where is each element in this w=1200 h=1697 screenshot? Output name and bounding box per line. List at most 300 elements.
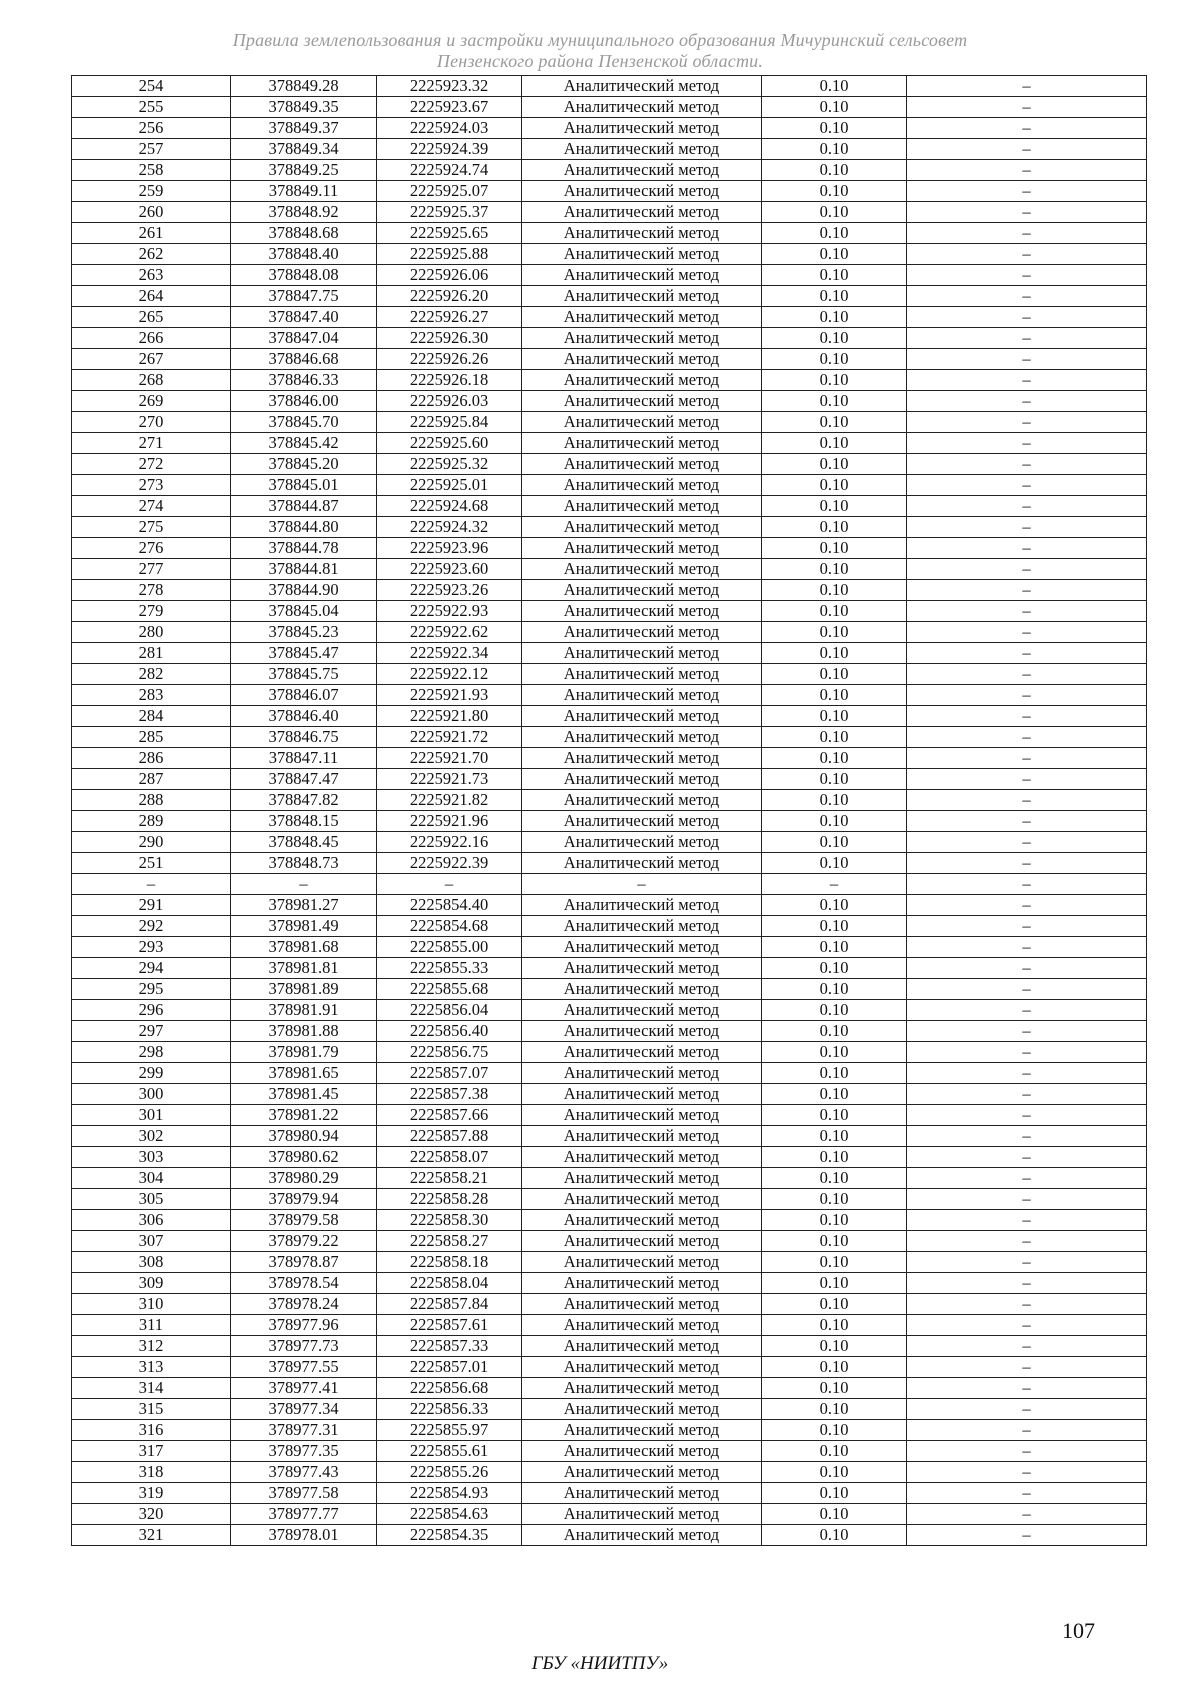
x-coordinate-cell: 378849.35 xyxy=(231,97,377,118)
y-coordinate-cell: 2225857.66 xyxy=(377,1105,522,1126)
x-coordinate-cell: 378848.40 xyxy=(231,244,377,265)
y-coordinate-cell: 2225855.00 xyxy=(377,937,522,958)
table-row xyxy=(72,937,1147,958)
x-coordinate-cell: 378848.68 xyxy=(231,223,377,244)
point-number-cell: 307 xyxy=(72,1231,231,1252)
description-cell: – xyxy=(907,1063,1147,1084)
method-cell: Аналитический метод xyxy=(522,1462,762,1483)
point-number-cell: 318 xyxy=(72,1462,231,1483)
y-coordinate-cell: 2225922.93 xyxy=(377,601,522,622)
table-row xyxy=(72,475,1147,496)
point-number-cell: 290 xyxy=(72,832,231,853)
accuracy-cell: 0.10 xyxy=(762,1420,907,1441)
accuracy-cell: 0.10 xyxy=(762,76,907,97)
x-coordinate-cell: 378977.96 xyxy=(231,1315,377,1336)
y-coordinate-cell: 2225858.28 xyxy=(377,1189,522,1210)
y-coordinate-cell: 2225926.18 xyxy=(377,370,522,391)
method-cell: Аналитический метод xyxy=(522,538,762,559)
point-number-cell: 286 xyxy=(72,748,231,769)
y-coordinate-cell: 2225857.38 xyxy=(377,1084,522,1105)
y-coordinate-cell: 2225858.07 xyxy=(377,1147,522,1168)
method-cell: Аналитический метод xyxy=(522,1441,762,1462)
x-coordinate-cell: 378848.92 xyxy=(231,202,377,223)
table-row xyxy=(72,412,1147,433)
table-row xyxy=(72,202,1147,223)
method-cell: Аналитический метод xyxy=(522,1420,762,1441)
method-cell: Аналитический метод xyxy=(522,328,762,349)
description-cell: – xyxy=(907,496,1147,517)
table-row xyxy=(72,286,1147,307)
method-cell: Аналитический метод xyxy=(522,1273,762,1294)
table-row xyxy=(72,1084,1147,1105)
table-row xyxy=(72,1294,1147,1315)
description-cell: – xyxy=(907,664,1147,685)
y-coordinate-cell: 2225925.32 xyxy=(377,454,522,475)
y-coordinate-cell: 2225924.32 xyxy=(377,517,522,538)
accuracy-cell: 0.10 xyxy=(762,580,907,601)
y-coordinate-cell: 2225924.39 xyxy=(377,139,522,160)
point-number-cell: 266 xyxy=(72,328,231,349)
y-coordinate-cell: 2225921.93 xyxy=(377,685,522,706)
x-coordinate-cell: 378846.40 xyxy=(231,706,377,727)
y-coordinate-cell: 2225926.06 xyxy=(377,265,522,286)
accuracy-cell: 0.10 xyxy=(762,454,907,475)
point-number-cell: 299 xyxy=(72,1063,231,1084)
accuracy-cell: 0.10 xyxy=(762,412,907,433)
description-cell: – xyxy=(907,1315,1147,1336)
description-cell: – xyxy=(907,1378,1147,1399)
table-row xyxy=(72,538,1147,559)
description-cell: – xyxy=(907,622,1147,643)
point-number-cell: 312 xyxy=(72,1336,231,1357)
accuracy-cell: 0.10 xyxy=(762,1189,907,1210)
point-number-cell: 306 xyxy=(72,1210,231,1231)
point-number-cell: 271 xyxy=(72,433,231,454)
table-row xyxy=(72,265,1147,286)
x-coordinate-cell: 378846.75 xyxy=(231,727,377,748)
table-row xyxy=(72,454,1147,475)
point-number-cell: 272 xyxy=(72,454,231,475)
description-cell: – xyxy=(907,601,1147,622)
accuracy-cell: 0.10 xyxy=(762,1483,907,1504)
table-row xyxy=(72,160,1147,181)
point-number-cell: – xyxy=(72,874,231,895)
method-cell: Аналитический метод xyxy=(522,1336,762,1357)
accuracy-cell: 0.10 xyxy=(762,391,907,412)
description-cell: – xyxy=(907,307,1147,328)
accuracy-cell: 0.10 xyxy=(762,1168,907,1189)
method-cell: Аналитический метод xyxy=(522,1483,762,1504)
description-cell: – xyxy=(907,727,1147,748)
accuracy-cell: 0.10 xyxy=(762,139,907,160)
point-number-cell: 291 xyxy=(72,895,231,916)
point-number-cell: 292 xyxy=(72,916,231,937)
y-coordinate-cell: 2225857.33 xyxy=(377,1336,522,1357)
accuracy-cell: 0.10 xyxy=(762,1294,907,1315)
x-coordinate-cell: 378981.65 xyxy=(231,1063,377,1084)
description-cell: – xyxy=(907,1231,1147,1252)
description-cell: – xyxy=(907,97,1147,118)
method-cell: Аналитический метод xyxy=(522,706,762,727)
x-coordinate-cell: 378977.43 xyxy=(231,1462,377,1483)
y-coordinate-cell: 2225855.68 xyxy=(377,979,522,1000)
point-number-cell: 305 xyxy=(72,1189,231,1210)
table-row xyxy=(72,1063,1147,1084)
x-coordinate-cell: 378977.34 xyxy=(231,1399,377,1420)
y-coordinate-cell: 2225858.04 xyxy=(377,1273,522,1294)
x-coordinate-cell: 378978.87 xyxy=(231,1252,377,1273)
method-cell: Аналитический метод xyxy=(522,580,762,601)
point-number-cell: 302 xyxy=(72,1126,231,1147)
x-coordinate-cell: 378847.75 xyxy=(231,286,377,307)
method-cell: Аналитический метод xyxy=(522,1147,762,1168)
description-cell: – xyxy=(907,391,1147,412)
table-row xyxy=(72,979,1147,1000)
x-coordinate-cell: 378981.45 xyxy=(231,1084,377,1105)
table-row xyxy=(72,622,1147,643)
table-row xyxy=(72,601,1147,622)
accuracy-cell: 0.10 xyxy=(762,643,907,664)
x-coordinate-cell: 378847.04 xyxy=(231,328,377,349)
x-coordinate-cell: 378844.78 xyxy=(231,538,377,559)
point-number-cell: 287 xyxy=(72,769,231,790)
accuracy-cell: 0.10 xyxy=(762,1021,907,1042)
point-number-cell: 282 xyxy=(72,664,231,685)
accuracy-cell: 0.10 xyxy=(762,1399,907,1420)
description-cell: – xyxy=(907,265,1147,286)
y-coordinate-cell: 2225857.61 xyxy=(377,1315,522,1336)
y-coordinate-cell: 2225925.37 xyxy=(377,202,522,223)
y-coordinate-cell: 2225921.96 xyxy=(377,811,522,832)
y-coordinate-cell: 2225856.75 xyxy=(377,1042,522,1063)
description-cell: – xyxy=(907,1504,1147,1525)
point-number-cell: 276 xyxy=(72,538,231,559)
accuracy-cell: 0.10 xyxy=(762,1336,907,1357)
x-coordinate-cell: 378977.35 xyxy=(231,1441,377,1462)
point-number-cell: 303 xyxy=(72,1147,231,1168)
table-row xyxy=(72,496,1147,517)
method-cell: Аналитический метод xyxy=(522,937,762,958)
y-coordinate-cell: 2225921.80 xyxy=(377,706,522,727)
point-number-cell: 278 xyxy=(72,580,231,601)
accuracy-cell: 0.10 xyxy=(762,1042,907,1063)
method-cell: Аналитический метод xyxy=(522,811,762,832)
y-coordinate-cell: 2225921.70 xyxy=(377,748,522,769)
description-cell: – xyxy=(907,1105,1147,1126)
x-coordinate-cell: 378981.79 xyxy=(231,1042,377,1063)
accuracy-cell: 0.10 xyxy=(762,664,907,685)
table-row xyxy=(72,1357,1147,1378)
accuracy-cell: 0.10 xyxy=(762,496,907,517)
accuracy-cell: 0.10 xyxy=(762,748,907,769)
method-cell: Аналитический метод xyxy=(522,727,762,748)
point-number-cell: 275 xyxy=(72,517,231,538)
point-number-cell: 273 xyxy=(72,475,231,496)
method-cell: Аналитический метод xyxy=(522,622,762,643)
description-cell: – xyxy=(907,1168,1147,1189)
accuracy-cell: 0.10 xyxy=(762,769,907,790)
y-coordinate-cell: 2225926.26 xyxy=(377,349,522,370)
coordinates-table-container xyxy=(71,75,1146,1546)
y-coordinate-cell: 2225857.84 xyxy=(377,1294,522,1315)
y-coordinate-cell: 2225854.35 xyxy=(377,1525,522,1546)
table-row xyxy=(72,1210,1147,1231)
table-row xyxy=(72,811,1147,832)
table-row xyxy=(72,1105,1147,1126)
y-coordinate-cell: 2225922.12 xyxy=(377,664,522,685)
point-number-cell: 309 xyxy=(72,1273,231,1294)
method-cell: Аналитический метод xyxy=(522,559,762,580)
table-row xyxy=(72,349,1147,370)
y-coordinate-cell: 2225924.03 xyxy=(377,118,522,139)
description-cell: – xyxy=(907,1084,1147,1105)
y-coordinate-cell: 2225925.60 xyxy=(377,433,522,454)
x-coordinate-cell: – xyxy=(231,874,377,895)
table-row xyxy=(72,244,1147,265)
description-cell: – xyxy=(907,937,1147,958)
y-coordinate-cell: 2225925.07 xyxy=(377,181,522,202)
description-cell: – xyxy=(907,790,1147,811)
x-coordinate-cell: 378979.58 xyxy=(231,1210,377,1231)
description-cell: – xyxy=(907,244,1147,265)
y-coordinate-cell: 2225856.68 xyxy=(377,1378,522,1399)
accuracy-cell: 0.10 xyxy=(762,118,907,139)
method-cell: Аналитический метод xyxy=(522,307,762,328)
table-row xyxy=(72,1252,1147,1273)
description-cell: – xyxy=(907,1021,1147,1042)
method-cell: Аналитический метод xyxy=(522,97,762,118)
x-coordinate-cell: 378845.42 xyxy=(231,433,377,454)
method-cell: Аналитический метод xyxy=(522,118,762,139)
table-row xyxy=(72,1000,1147,1021)
document-header xyxy=(0,30,1200,72)
point-number-cell: 254 xyxy=(72,76,231,97)
method-cell: Аналитический метод xyxy=(522,958,762,979)
method-cell: Аналитический метод xyxy=(522,244,762,265)
accuracy-cell: 0.10 xyxy=(762,1210,907,1231)
x-coordinate-cell: 378847.11 xyxy=(231,748,377,769)
method-cell: Аналитический метод xyxy=(522,916,762,937)
x-coordinate-cell: 378981.81 xyxy=(231,958,377,979)
table-row xyxy=(72,1504,1147,1525)
description-cell: – xyxy=(907,160,1147,181)
accuracy-cell: 0.10 xyxy=(762,538,907,559)
accuracy-cell: 0.10 xyxy=(762,286,907,307)
table-row xyxy=(72,1042,1147,1063)
table-row xyxy=(72,1441,1147,1462)
description-cell: – xyxy=(907,1210,1147,1231)
table-row xyxy=(72,97,1147,118)
x-coordinate-cell: 378849.37 xyxy=(231,118,377,139)
point-number-cell: 283 xyxy=(72,685,231,706)
method-cell: Аналитический метод xyxy=(522,1399,762,1420)
point-number-cell: 311 xyxy=(72,1315,231,1336)
x-coordinate-cell: 378981.88 xyxy=(231,1021,377,1042)
point-number-cell: 319 xyxy=(72,1483,231,1504)
y-coordinate-cell: 2225925.84 xyxy=(377,412,522,433)
accuracy-cell: 0.10 xyxy=(762,979,907,1000)
x-coordinate-cell: 378848.15 xyxy=(231,811,377,832)
description-cell: – xyxy=(907,1294,1147,1315)
y-coordinate-cell: 2225923.96 xyxy=(377,538,522,559)
table-row xyxy=(72,1231,1147,1252)
method-cell: Аналитический метод xyxy=(522,370,762,391)
table-row xyxy=(72,1525,1147,1546)
method-cell: Аналитический метод xyxy=(522,265,762,286)
method-cell: Аналитический метод xyxy=(522,517,762,538)
x-coordinate-cell: 378980.62 xyxy=(231,1147,377,1168)
description-cell: – xyxy=(907,685,1147,706)
x-coordinate-cell: 378981.68 xyxy=(231,937,377,958)
point-number-cell: 255 xyxy=(72,97,231,118)
description-cell: – xyxy=(907,832,1147,853)
method-cell: Аналитический метод xyxy=(522,286,762,307)
point-number-cell: 294 xyxy=(72,958,231,979)
x-coordinate-cell: 378977.58 xyxy=(231,1483,377,1504)
table-row xyxy=(72,307,1147,328)
table-row xyxy=(72,1168,1147,1189)
table-row xyxy=(72,181,1147,202)
x-coordinate-cell: 378848.73 xyxy=(231,853,377,874)
description-cell: – xyxy=(907,76,1147,97)
y-coordinate-cell: 2225921.72 xyxy=(377,727,522,748)
point-number-cell: 300 xyxy=(72,1084,231,1105)
method-cell: Аналитический метод xyxy=(522,895,762,916)
point-number-cell: 298 xyxy=(72,1042,231,1063)
method-cell: Аналитический метод xyxy=(522,433,762,454)
x-coordinate-cell: 378845.01 xyxy=(231,475,377,496)
y-coordinate-cell: 2225857.07 xyxy=(377,1063,522,1084)
y-coordinate-cell: 2225924.68 xyxy=(377,496,522,517)
x-coordinate-cell: 378844.80 xyxy=(231,517,377,538)
description-cell: – xyxy=(907,643,1147,664)
description-cell: – xyxy=(907,202,1147,223)
x-coordinate-cell: 378981.91 xyxy=(231,1000,377,1021)
accuracy-cell: 0.10 xyxy=(762,916,907,937)
table-row xyxy=(72,76,1147,97)
method-cell: Аналитический метод xyxy=(522,475,762,496)
header-line-1: Правила землепользования и застройки муниципального образования Мичуринский сельсовет xyxy=(232,30,968,50)
method-cell: Аналитический метод xyxy=(522,76,762,97)
x-coordinate-cell: 378845.75 xyxy=(231,664,377,685)
description-cell: – xyxy=(907,1462,1147,1483)
y-coordinate-cell: 2225855.33 xyxy=(377,958,522,979)
table-row xyxy=(72,895,1147,916)
accuracy-cell: 0.10 xyxy=(762,202,907,223)
x-coordinate-cell: 378977.77 xyxy=(231,1504,377,1525)
method-cell: Аналитический метод xyxy=(522,1210,762,1231)
description-cell: – xyxy=(907,559,1147,580)
y-coordinate-cell: 2225856.33 xyxy=(377,1399,522,1420)
x-coordinate-cell: 378977.73 xyxy=(231,1336,377,1357)
point-number-cell: 265 xyxy=(72,307,231,328)
y-coordinate-cell: 2225857.01 xyxy=(377,1357,522,1378)
table-row xyxy=(72,790,1147,811)
accuracy-cell: 0.10 xyxy=(762,1105,907,1126)
accuracy-cell: 0.10 xyxy=(762,223,907,244)
point-number-cell: 259 xyxy=(72,181,231,202)
y-coordinate-cell: 2225855.97 xyxy=(377,1420,522,1441)
point-number-cell: 308 xyxy=(72,1252,231,1273)
table-row xyxy=(72,916,1147,937)
description-cell: – xyxy=(907,769,1147,790)
method-cell: Аналитический метод xyxy=(522,202,762,223)
accuracy-cell: 0.10 xyxy=(762,1357,907,1378)
point-number-cell: 251 xyxy=(72,853,231,874)
y-coordinate-cell: 2225926.20 xyxy=(377,286,522,307)
description-cell: – xyxy=(907,370,1147,391)
description-cell: – xyxy=(907,1336,1147,1357)
description-cell: – xyxy=(907,958,1147,979)
x-coordinate-cell: 378979.94 xyxy=(231,1189,377,1210)
point-number-cell: 277 xyxy=(72,559,231,580)
accuracy-cell: 0.10 xyxy=(762,1063,907,1084)
y-coordinate-cell: 2225858.30 xyxy=(377,1210,522,1231)
accuracy-cell: 0.10 xyxy=(762,1084,907,1105)
table-row xyxy=(72,685,1147,706)
table-row xyxy=(72,1378,1147,1399)
y-coordinate-cell: 2225921.82 xyxy=(377,790,522,811)
y-coordinate-cell: 2225925.65 xyxy=(377,223,522,244)
method-cell: Аналитический метод xyxy=(522,601,762,622)
accuracy-cell: 0.10 xyxy=(762,811,907,832)
y-coordinate-cell: 2225924.74 xyxy=(377,160,522,181)
coordinates-table-body xyxy=(72,76,1147,1546)
table-row xyxy=(72,370,1147,391)
description-cell: – xyxy=(907,454,1147,475)
description-cell: – xyxy=(907,412,1147,433)
table-row xyxy=(72,706,1147,727)
x-coordinate-cell: 378847.47 xyxy=(231,769,377,790)
x-coordinate-cell: 378849.11 xyxy=(231,181,377,202)
x-coordinate-cell: 378848.45 xyxy=(231,832,377,853)
point-number-cell: 320 xyxy=(72,1504,231,1525)
x-coordinate-cell: 378980.29 xyxy=(231,1168,377,1189)
accuracy-cell: 0.10 xyxy=(762,349,907,370)
point-number-cell: 297 xyxy=(72,1021,231,1042)
y-coordinate-cell: 2225857.88 xyxy=(377,1126,522,1147)
point-number-cell: 269 xyxy=(72,391,231,412)
method-cell: Аналитический метод xyxy=(522,685,762,706)
y-coordinate-cell: 2225855.26 xyxy=(377,1462,522,1483)
method-cell: Аналитический метод xyxy=(522,1063,762,1084)
y-coordinate-cell: 2225858.21 xyxy=(377,1168,522,1189)
y-coordinate-cell: – xyxy=(377,874,522,895)
x-coordinate-cell: 378848.08 xyxy=(231,265,377,286)
table-row xyxy=(72,1273,1147,1294)
description-cell: – xyxy=(907,1441,1147,1462)
table-row xyxy=(72,1315,1147,1336)
x-coordinate-cell: 378847.40 xyxy=(231,307,377,328)
point-number-cell: 280 xyxy=(72,622,231,643)
method-cell: Аналитический метод xyxy=(522,1231,762,1252)
accuracy-cell: 0.10 xyxy=(762,1441,907,1462)
table-row xyxy=(72,580,1147,601)
y-coordinate-cell: 2225855.61 xyxy=(377,1441,522,1462)
accuracy-cell: 0.10 xyxy=(762,517,907,538)
accuracy-cell: 0.10 xyxy=(762,1000,907,1021)
table-row xyxy=(72,853,1147,874)
accuracy-cell: 0.10 xyxy=(762,853,907,874)
accuracy-cell: 0.10 xyxy=(762,1231,907,1252)
x-coordinate-cell: 378846.68 xyxy=(231,349,377,370)
x-coordinate-cell: 378978.24 xyxy=(231,1294,377,1315)
accuracy-cell: 0.10 xyxy=(762,307,907,328)
accuracy-cell: 0.10 xyxy=(762,181,907,202)
description-cell: – xyxy=(907,139,1147,160)
method-cell: Аналитический метод xyxy=(522,412,762,433)
method-cell: Аналитический метод xyxy=(522,832,762,853)
